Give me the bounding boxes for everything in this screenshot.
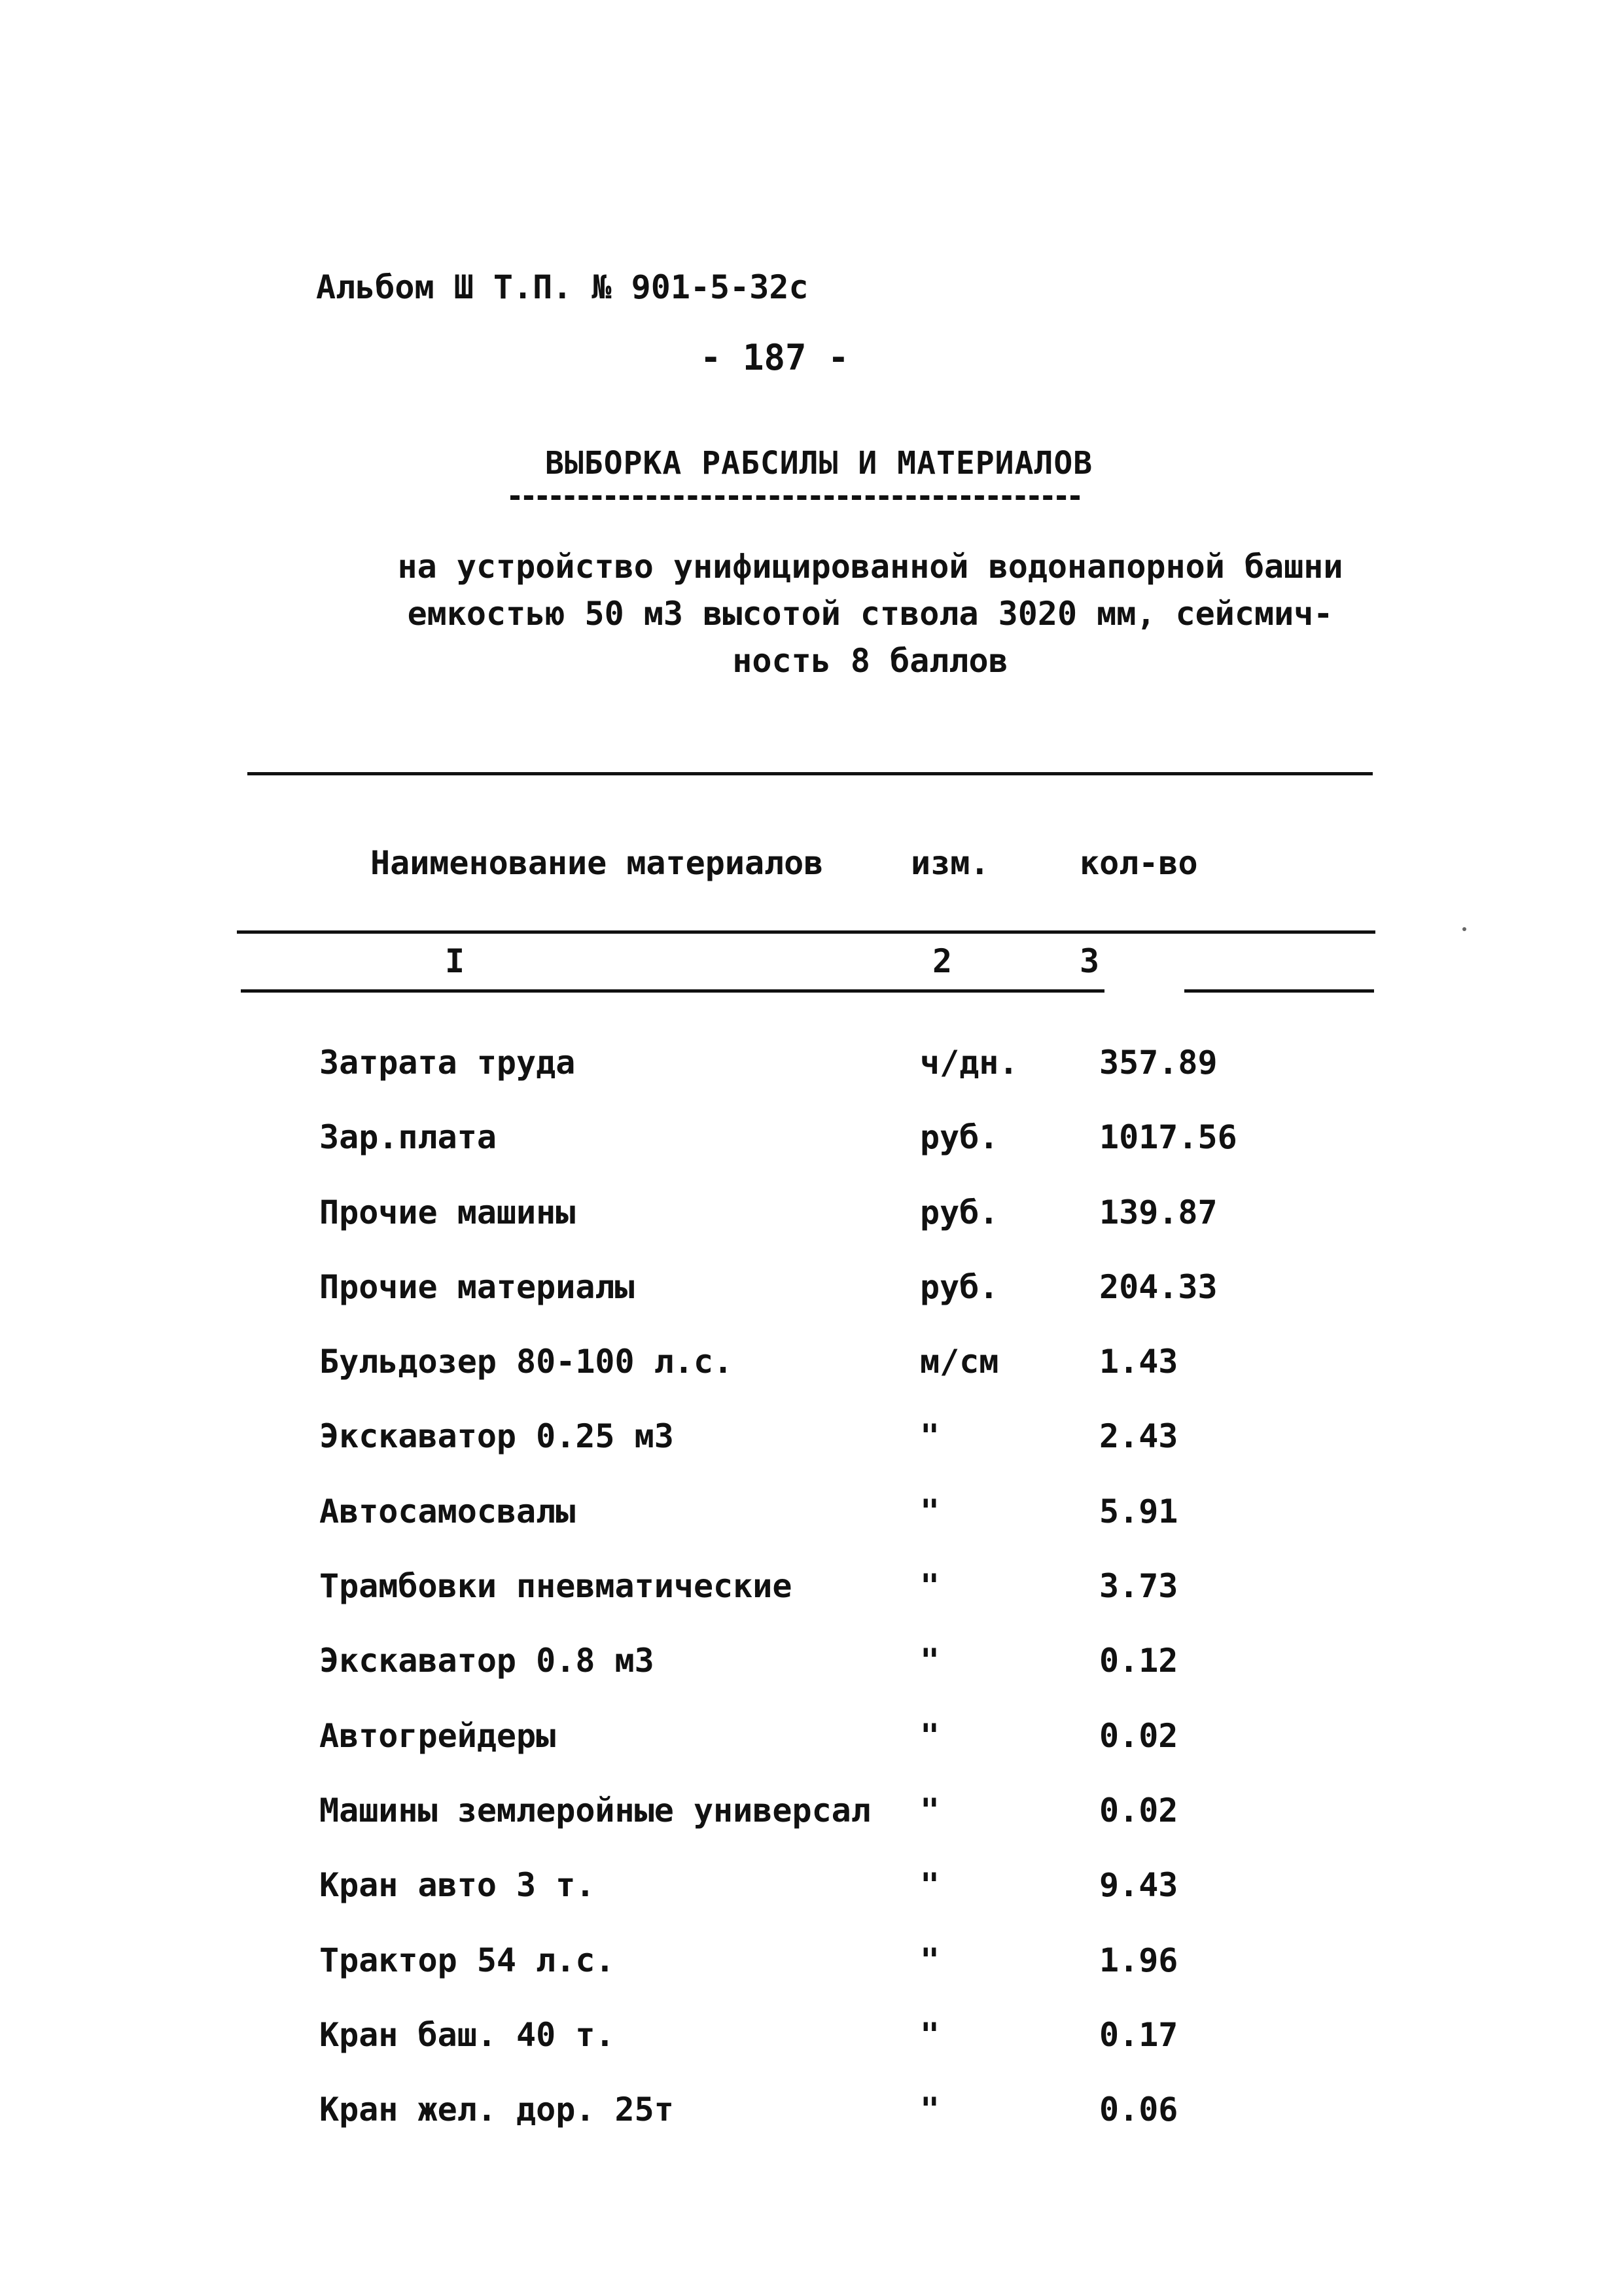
header-name: Наименование материалов — [370, 844, 824, 882]
column-number-3: 3 — [1080, 942, 1100, 980]
material-qty: 0.06 — [1099, 2091, 1178, 2129]
material-name: Трамбовки пневматические — [319, 1567, 792, 1606]
table-row — [319, 1044, 1366, 1118]
material-qty: 1.43 — [1099, 1343, 1178, 1381]
material-name: Экскаватор 0.25 м3 — [319, 1417, 674, 1456]
table-row — [319, 1492, 1366, 1567]
column-number-1: I — [445, 942, 465, 980]
material-qty: 0.17 — [1099, 2015, 1178, 2054]
material-unit: ч/дн. — [920, 1044, 1019, 1082]
material-qty: 3.73 — [1099, 1567, 1178, 1606]
material-name: Бульдозер 80-100 л.с. — [319, 1343, 733, 1381]
material-qty: 0.12 — [1099, 1642, 1178, 1680]
material-qty: 1017.56 — [1099, 1118, 1237, 1157]
material-unit: руб. — [920, 1193, 999, 1231]
header-unit: изм. — [911, 844, 990, 882]
material-unit: " — [920, 2015, 940, 2054]
table-row — [319, 1941, 1366, 2016]
material-qty: 5.91 — [1099, 1492, 1178, 1530]
material-qty: 0.02 — [1099, 1791, 1178, 1829]
table-row — [319, 1118, 1366, 1193]
material-unit: " — [920, 1791, 940, 1829]
material-unit: м/см — [920, 1343, 999, 1381]
table-row — [319, 1866, 1366, 1941]
material-unit: " — [920, 1417, 940, 1456]
document-title: ВЫБОРКА РАБСИЛЫ И МАТЕРИАЛОВ — [545, 445, 1093, 482]
subtitle-line-3: ность 8 баллов — [732, 642, 1008, 680]
material-unit: " — [920, 1642, 940, 1680]
material-name: Кран авто 3 т. — [319, 1866, 595, 1905]
materials-table — [319, 1044, 1366, 2165]
table-row — [319, 1567, 1366, 1642]
subtitle-line-2: емкостью 50 м3 высотой ствола 3020 мм, сейсмич- — [407, 595, 1333, 633]
header-rule — [237, 930, 1375, 934]
title-underline — [510, 495, 1080, 500]
material-qty: 204.33 — [1099, 1267, 1218, 1306]
material-qty: 139.87 — [1099, 1193, 1218, 1231]
table-top-rule — [247, 772, 1373, 775]
material-qty: 9.43 — [1099, 1866, 1178, 1905]
material-name: Затрата труда — [319, 1044, 576, 1082]
table-row — [319, 1417, 1366, 1492]
table-row — [319, 1792, 1366, 1866]
column-number-rule-right — [1184, 989, 1374, 993]
document-subtitle — [380, 543, 1361, 684]
table-row — [319, 1268, 1366, 1343]
material-name: Экскаватор 0.8 м3 — [319, 1642, 654, 1680]
material-unit: " — [920, 1941, 940, 1979]
table-row — [319, 1717, 1366, 1792]
material-qty: 357.89 — [1099, 1044, 1218, 1082]
material-qty: 0.02 — [1099, 1716, 1178, 1755]
header-qty: кол-во — [1080, 844, 1198, 882]
material-name: Прочие материалы — [319, 1267, 635, 1306]
material-qty: 2.43 — [1099, 1417, 1178, 1456]
material-unit: " — [920, 1492, 940, 1530]
table-row — [319, 2091, 1366, 2165]
album-reference: Альбом Ш Т.П. № 901-5-32с — [316, 268, 809, 306]
table-row — [319, 2016, 1366, 2091]
table-row — [319, 1343, 1366, 1417]
material-unit: " — [920, 1567, 940, 1606]
column-number-rule — [241, 989, 1104, 993]
material-unit: руб. — [920, 1118, 999, 1157]
material-name: Автогрейдеры — [319, 1716, 556, 1755]
material-name: Зар.плата — [319, 1118, 497, 1157]
material-name: Кран жел. дор. 25т — [319, 2091, 674, 2129]
column-number-2: 2 — [932, 942, 953, 980]
material-name: Машины землеройные универсал — [319, 1791, 871, 1829]
material-name: Кран баш. 40 т. — [319, 2015, 615, 2054]
material-qty: 1.96 — [1099, 1941, 1178, 1979]
subtitle-line-1: на устройство унифицированной водонапорной башни — [397, 548, 1343, 586]
page-number: - 187 - — [700, 337, 849, 378]
table-row — [319, 1642, 1366, 1716]
material-unit: руб. — [920, 1267, 999, 1306]
material-unit: " — [920, 2091, 940, 2129]
scan-speck — [1462, 927, 1466, 931]
material-name: Автосамосвалы — [319, 1492, 576, 1530]
material-name: Трактор 54 л.с. — [319, 1941, 615, 1979]
material-unit: " — [920, 1866, 940, 1905]
table-row — [319, 1193, 1366, 1268]
material-unit: " — [920, 1716, 940, 1755]
material-name: Прочие машины — [319, 1193, 576, 1231]
